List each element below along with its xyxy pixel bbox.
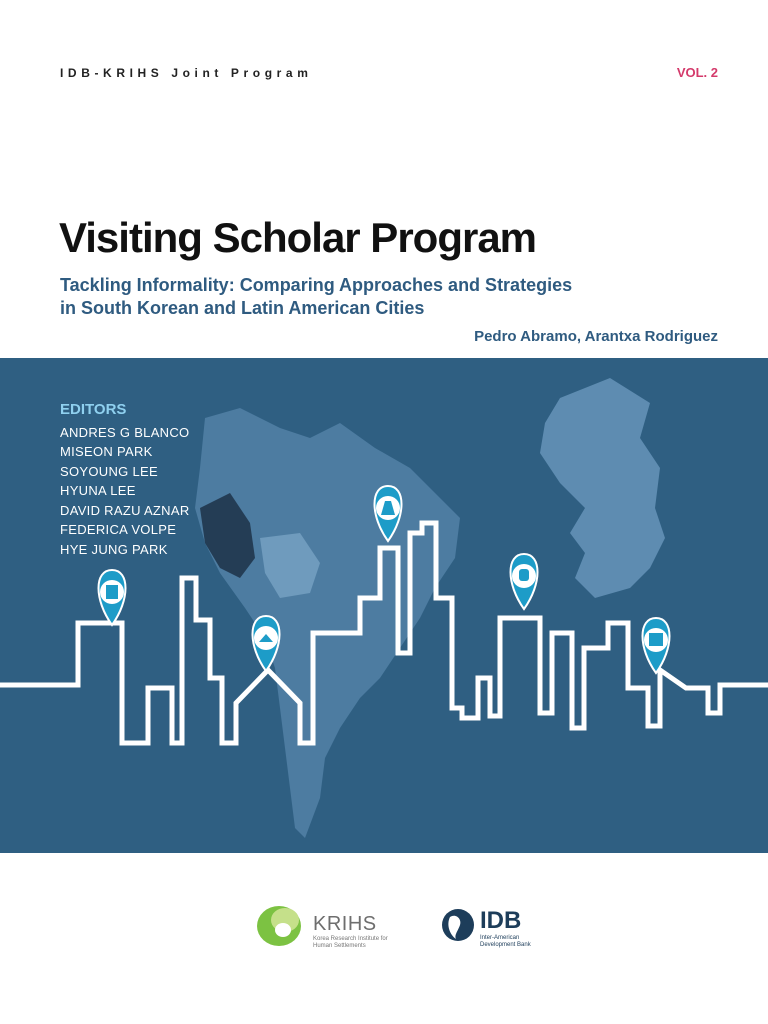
idb-subtitle: Inter-American Development Bank (480, 935, 531, 948)
idb-name: IDB (480, 907, 522, 934)
korea-map (540, 378, 665, 598)
apartment-pin-icon (643, 618, 670, 673)
authors: Pedro Abramo, Arantxa Rodriguez (474, 328, 718, 345)
editor-name: FEDERICA VOLPE (60, 522, 177, 537)
publisher-logos (0, 895, 768, 965)
subtitle-line-2: in South Korean and Latin American Cities (60, 298, 425, 318)
editor-name: HYE JUNG PARK (60, 541, 168, 557)
editor-name: MISEON PARK (60, 444, 153, 459)
krihs-logo-icon (255, 900, 309, 950)
editor-name: ANDRES G BLANCO (60, 424, 190, 440)
illustration-band (0, 358, 768, 853)
south-america-map (195, 408, 460, 838)
cover-subtitle (60, 274, 660, 320)
coins-pin-icon (511, 554, 538, 609)
cover-title: Visiting Scholar Program (59, 214, 537, 261)
editors-list (60, 400, 190, 559)
idb-logo-icon (440, 907, 476, 943)
editors-heading: EDITORS (60, 401, 127, 418)
editor-name: SOYOUNG LEE (60, 463, 158, 479)
editor-name: DAVID RAZU AZNAR (60, 502, 190, 518)
editor-name: HYUNA LEE (60, 483, 136, 498)
building-pin-icon (99, 570, 126, 625)
volume-label: VOL. 2 (676, 65, 718, 80)
krihs-subtitle: Korea Research Institute for Human Settlements (313, 936, 388, 949)
krihs-name: KRIHS (313, 913, 377, 935)
subtitle-line-1: Tackling Informality: Comparing Approaches and Strategies (60, 275, 573, 295)
series-label: IDB-KRIHS Joint Program (60, 66, 313, 80)
